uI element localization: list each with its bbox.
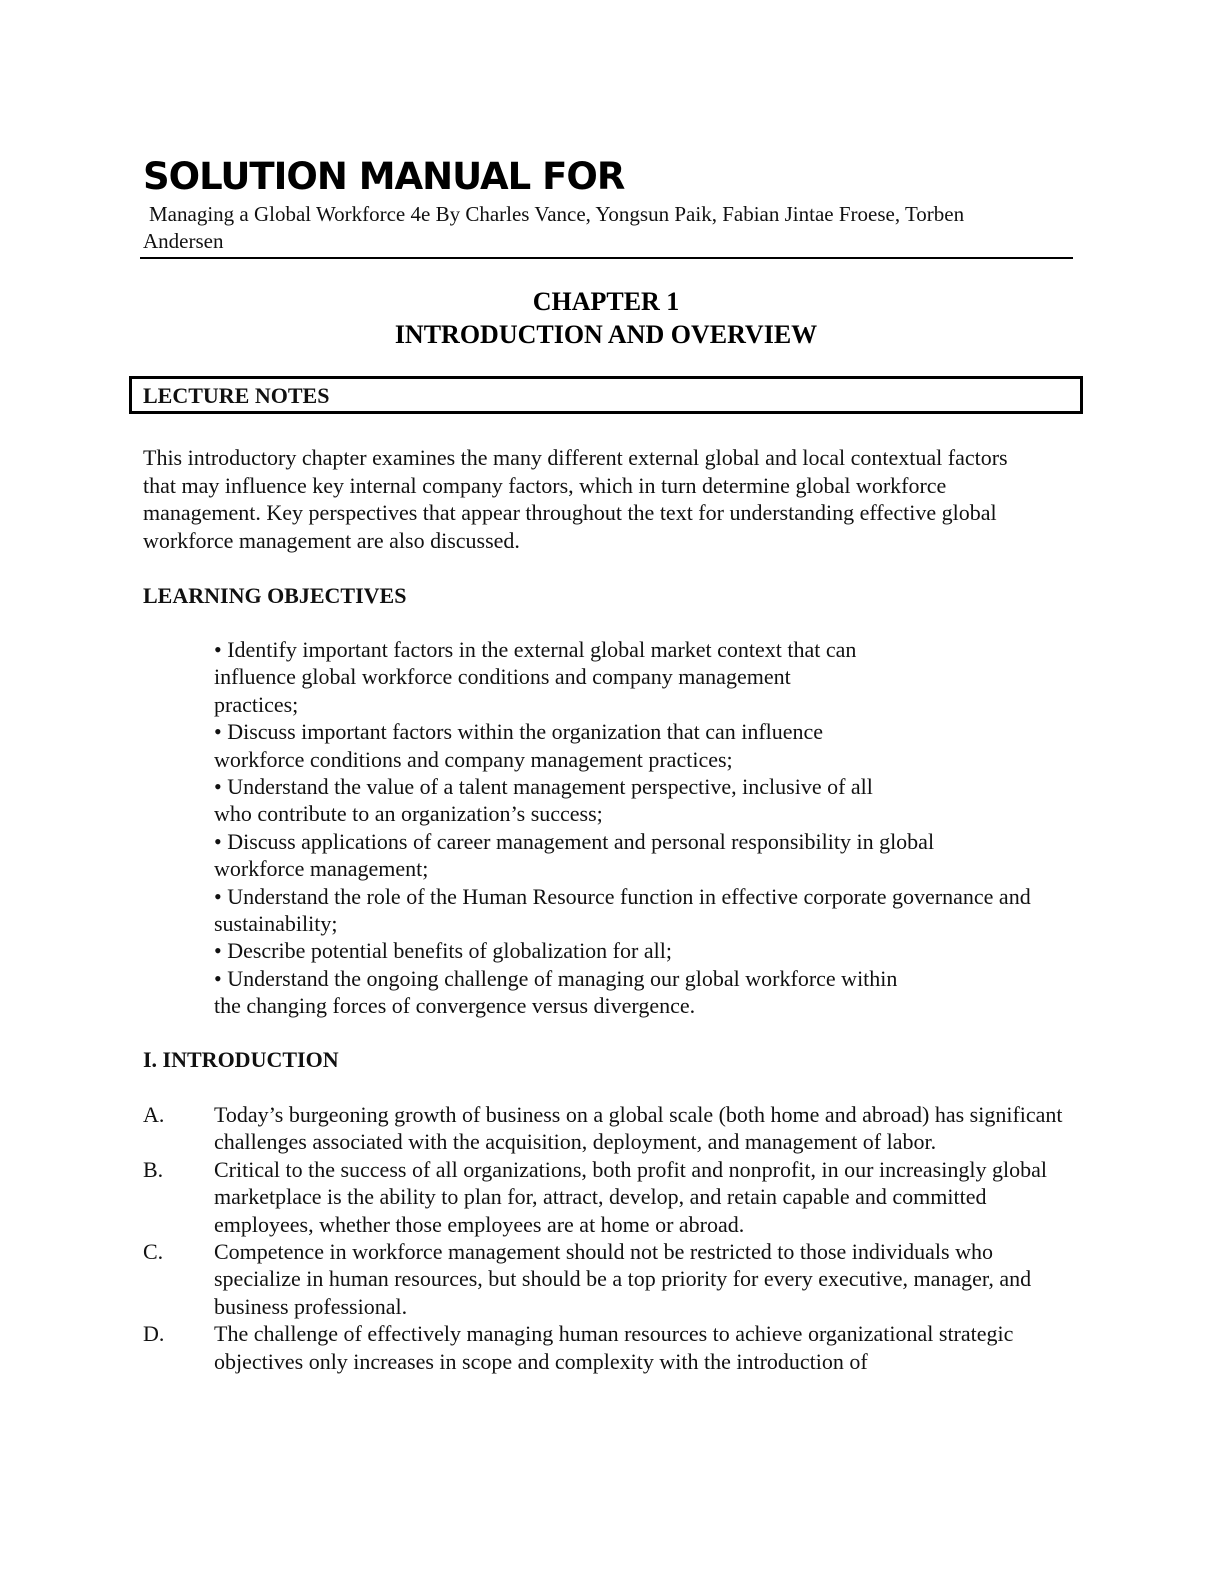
objective-item: • Discuss important factors within the organization that can influence workforce conditions and company management practices; (214, 719, 824, 772)
outline-letter: A. (143, 1102, 165, 1127)
outline-item (143, 1156, 1073, 1238)
outline-item (143, 1320, 1073, 1375)
objective-item: • Identify important factors in the external global market context that can influence global workforce conditions and company management practices; (214, 637, 857, 717)
book-info: Managing a Global Workforce 4e By Charles Vance, Yongsun Paik, Fabian Jintae Froese, Torben Andersen (143, 202, 965, 253)
objective-item: • Understand the role of the Human Resource function in effective corporate governance and sustainability; (214, 883, 1031, 937)
objective-item: • Discuss applications of career management and personal responsibility in global workforce management; (214, 828, 935, 882)
chapter-summary-paragraph: This introductory chapter examines the many different external global and local contextual factors that may influence key internal company factors, which in turn determine global workforce management. Key perspectives that appear throughout the text for understanding effective global workforce management are also discussed. (143, 445, 1008, 553)
chapter-number: CHAPTER 1 (532, 287, 680, 316)
outline-item (143, 1101, 1073, 1156)
lecture-notes-box (129, 376, 1083, 414)
learning-objectives-list (214, 636, 1074, 1020)
manual-title: SOLUTION MANUAL FOR (143, 155, 625, 198)
outline-text: Competence in workforce management should not be restricted to those individuals who specialize in human resources, but should be a top priority for every executive, manager, and business professional. (214, 1239, 1032, 1319)
objective-item: • Understand the ongoing challenge of managing our global workforce within the changing forces of convergence versus divergence. (214, 965, 898, 1019)
objective-item: • Describe potential benefits of globalization for all; (214, 938, 672, 964)
outline-text: Critical to the success of all organizations, both profit and nonprofit, in our increasingly global marketplace is the ability to plan for, attract, develop, and retain capable and committed employees, whether those employees are at home or abroad. (214, 1156, 1047, 1237)
introduction-heading: I. INTRODUCTION (143, 1047, 339, 1072)
header-divider (140, 257, 1073, 259)
outline-text: Today’s burgeoning growth of business on a global scale (both home and abroad) has significant challenges associated with the acquisition, deployment, and management of labor. (214, 1102, 1063, 1155)
outline-letter: B. (143, 1156, 164, 1182)
outline-text: The challenge of effectively managing human resources to achieve organizational strategic objectives only increases in scope and complexity with the introduction of (214, 1321, 1014, 1374)
outline-letter: D. (143, 1321, 165, 1347)
objective-item: • Understand the value of a talent management perspective, inclusive of all who contribute to an organization’s success; (214, 774, 873, 827)
introduction-outline (143, 1101, 1073, 1375)
learning-objectives-heading: LEARNING OBJECTIVES (143, 583, 407, 608)
outline-item (143, 1238, 1073, 1320)
lecture-notes-heading: LECTURE NOTES (143, 383, 330, 408)
outline-letter: C. (143, 1239, 164, 1265)
chapter-heading (0, 285, 1212, 351)
chapter-title: INTRODUCTION AND OVERVIEW (394, 320, 818, 349)
